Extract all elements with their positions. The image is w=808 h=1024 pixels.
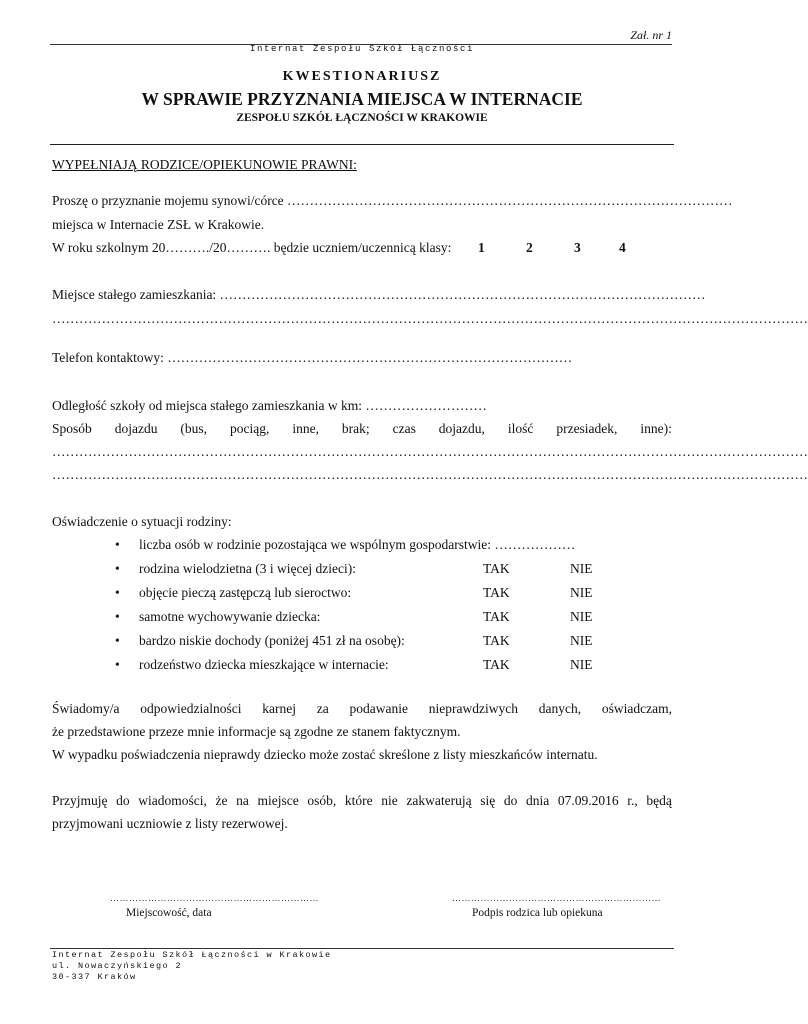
family-item <box>115 561 675 578</box>
word: że <box>215 793 228 808</box>
header-institution: Internat Zespołu Szkół Łączności <box>249 44 475 54</box>
word: miejsce <box>257 793 299 808</box>
word: oświadczam, <box>601 701 672 716</box>
no-option[interactable]: NIE <box>570 657 593 672</box>
word: do <box>503 793 518 808</box>
word: ilość <box>507 421 534 436</box>
word: karnej <box>262 701 296 716</box>
footer-city: 30-337 Kraków <box>52 972 137 982</box>
class-option-2[interactable]: 2 <box>526 240 533 255</box>
family-household-item[interactable] <box>115 537 675 554</box>
word: za <box>316 701 329 716</box>
bullet-icon: • <box>115 537 120 552</box>
family-item <box>115 585 675 602</box>
footer-institution: Internat Zespołu Szkół Łączności w Krakowie <box>52 950 332 960</box>
word: dojazdu <box>114 421 158 436</box>
footer-divider <box>50 948 674 949</box>
bullet-icon: • <box>115 633 120 648</box>
parent-signature-field[interactable]: ………………………………………………………… <box>452 893 661 903</box>
word: nieprawdziwych <box>428 701 518 716</box>
travel-method-field[interactable]: …………………………………………………………………………………………………………………………………………………… <box>52 444 808 459</box>
word: wiadomości, <box>138 793 207 808</box>
bullet-icon: • <box>115 561 120 576</box>
footer-street: ul. Nowaczyńskiego 2 <box>52 961 183 971</box>
word: odpowiedzialności <box>140 701 242 716</box>
word: czas <box>392 421 416 436</box>
declaration-line <box>52 700 672 717</box>
travel-method-label <box>52 420 672 437</box>
family-item-label: rodzeństwo dziecka mieszkające w internacie: <box>139 657 389 672</box>
word: podawanie <box>349 701 408 716</box>
word: na <box>236 793 249 808</box>
declaration-line: W wypadku poświadczenia nieprawdy dziecko może zostać skreślone z listy mieszkańców internatu. <box>52 747 598 762</box>
no-option[interactable]: NIE <box>570 561 593 576</box>
document-title: KWESTIONARIUSZ <box>282 69 442 84</box>
address-field[interactable]: Miejsce stałego zamieszkania: ……………………………………………………………………………………………… <box>52 287 706 302</box>
request-child-name-field[interactable]: Proszę o przyznanie mojemu synowi/córce ……………………………………………………………………………………… <box>52 193 733 208</box>
word: (bus, <box>180 421 208 436</box>
family-item <box>115 633 675 650</box>
bullet-icon: • <box>115 585 120 600</box>
travel-method-field-line2[interactable]: …………………………………………………………………………………………………………………………………………………… <box>52 467 808 482</box>
word: Sposób <box>52 421 92 436</box>
word: zakwaterują <box>406 793 472 808</box>
word: dojazdu, <box>438 421 485 436</box>
class-option-3[interactable]: 3 <box>574 240 581 255</box>
family-item-label: objęcie pieczą zastępczą lub sieroctwo: <box>139 585 352 600</box>
word: inne, <box>292 421 319 436</box>
acknowledgement-line: przyjmowani uczniowie z listy rezerwowej. <box>52 816 288 831</box>
declaration-line: że przedstawione przeze mnie informacje są zgodne ze stanem faktycznym. <box>52 724 461 739</box>
family-item-label: bardzo niskie dochody (poniżej 451 zł na osobę): <box>139 633 405 648</box>
family-item <box>115 609 675 626</box>
class-option-1[interactable]: 1 <box>478 240 485 255</box>
word: do <box>116 793 130 808</box>
bullet-icon: • <box>115 609 120 624</box>
word: inne): <box>640 421 672 436</box>
yes-option[interactable]: TAK <box>483 585 510 600</box>
word: które <box>344 793 373 808</box>
word: nie <box>381 793 398 808</box>
school-year-field[interactable] <box>52 239 672 256</box>
acknowledgement-line <box>52 792 672 809</box>
request-line: miejsca w Internacie ZSŁ w Krakowie. <box>52 217 265 232</box>
word: będą <box>646 793 672 808</box>
no-option[interactable]: NIE <box>570 633 593 648</box>
family-item-label: rodzina wielodzietna (3 i więcej dzieci): <box>139 561 357 576</box>
title-divider <box>50 144 674 145</box>
word: pociąg, <box>230 421 270 436</box>
phone-field[interactable]: Telefon kontaktowy: ……………………………………………………………………………… <box>52 350 573 365</box>
place-date-field[interactable]: ………………………………………………………… <box>110 893 319 903</box>
address-field-line2[interactable]: …………………………………………………………………………………………………………………………………………………… <box>52 311 808 326</box>
distance-field[interactable]: Odległość szkoły od miejsca stałego zamieszkania w km: ……………………… <box>52 398 487 413</box>
word: Świadomy/a <box>52 701 120 716</box>
class-option-4[interactable]: 4 <box>619 240 626 255</box>
family-item-label: samotne wychowywanie dziecka: <box>139 609 321 624</box>
document-subtitle: W SPRAWIE PRZYZNANIA MIEJSCA W INTERNACIE <box>141 89 583 109</box>
family-item <box>115 657 675 674</box>
bullet-icon: • <box>115 657 120 672</box>
word: 07.09.2016 <box>557 793 619 808</box>
word: brak; <box>341 421 370 436</box>
document-institution: ZESPOŁU SZKÓŁ ŁĄCZNOŚCI W KRAKOWIE <box>236 112 488 124</box>
family-heading: Oświadczenie o sytuacji rodziny: <box>52 514 232 529</box>
yes-option[interactable]: TAK <box>483 609 510 624</box>
yes-option[interactable]: TAK <box>483 633 510 648</box>
yes-option[interactable]: TAK <box>483 561 510 576</box>
word: dnia <box>525 793 550 808</box>
word: Przyjmuję <box>52 793 108 808</box>
word: r., <box>627 793 638 808</box>
word: przesiadek, <box>556 421 618 436</box>
no-option[interactable]: NIE <box>570 585 593 600</box>
annex-number: Zał. nr 1 <box>630 28 672 42</box>
no-option[interactable]: NIE <box>570 609 593 624</box>
word: się <box>480 793 496 808</box>
yes-option[interactable]: TAK <box>483 657 510 672</box>
parents-heading: WYPEŁNIAJĄ RODZICE/OPIEKUNOWIE PRAWNI: <box>52 157 357 172</box>
word: osób, <box>307 793 337 808</box>
parent-signature-label: Podpis rodzica lub opiekuna <box>472 907 603 919</box>
household-size-field[interactable]: liczba osób w rodzinie pozostająca we wspólnym gospodarstwie: ……………… <box>139 537 576 552</box>
school-year-label: W roku szkolnym 20………./20………. będzie uczniem/uczennicą klasy: <box>52 240 452 255</box>
word: danych, <box>538 701 582 716</box>
place-date-label: Miejscowość, data <box>126 907 212 919</box>
